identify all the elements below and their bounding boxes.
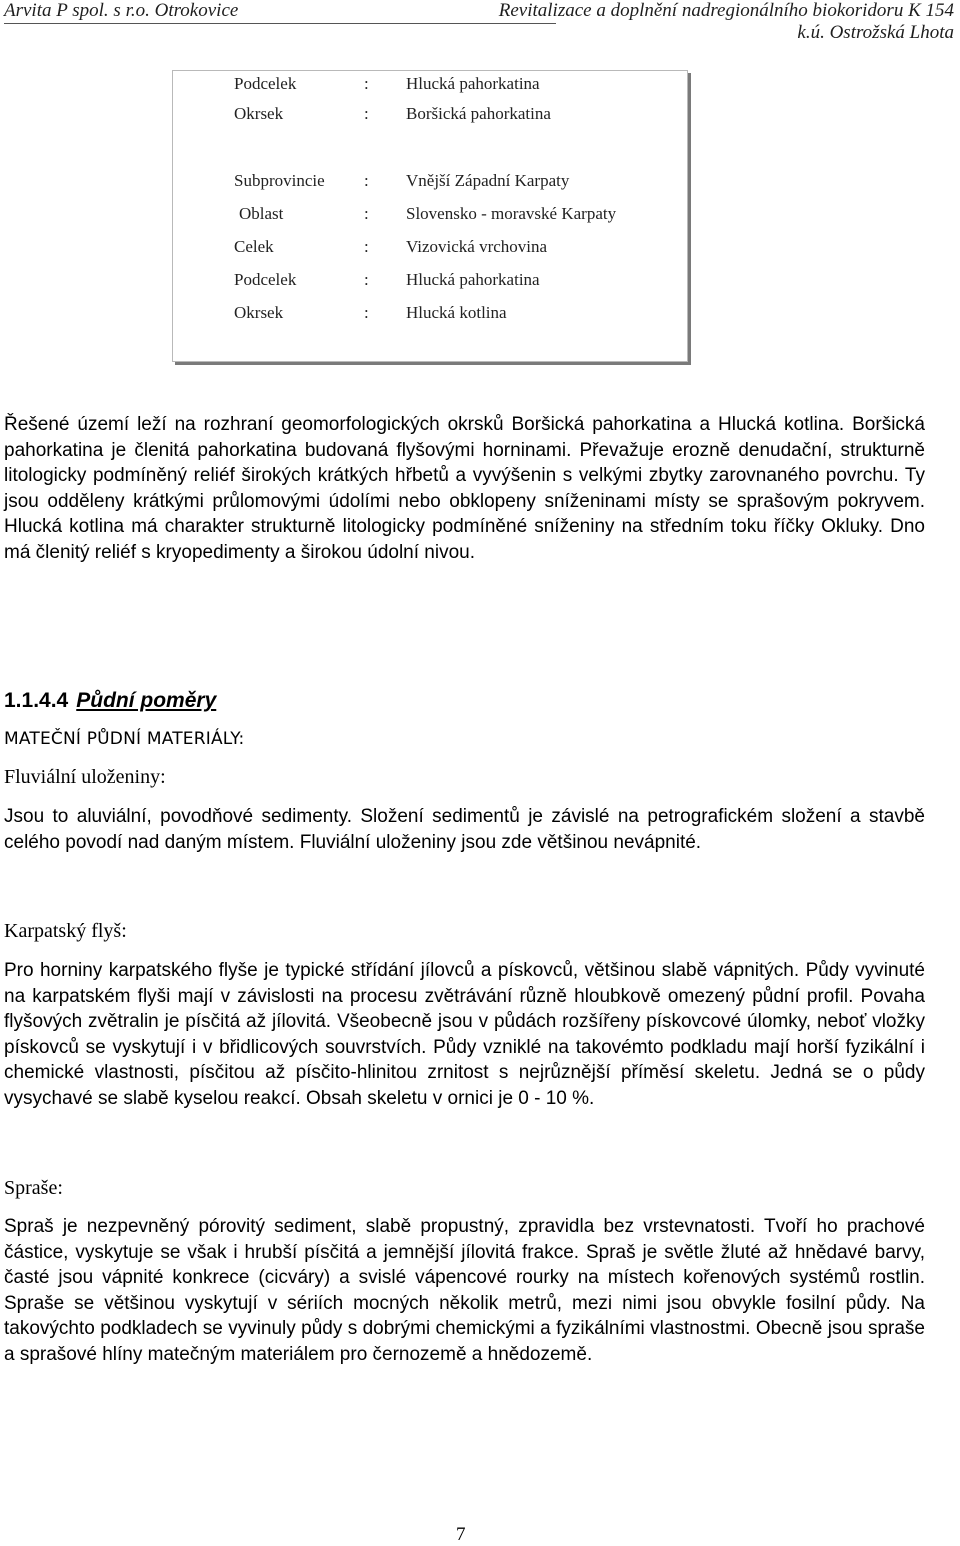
page-number: 7	[456, 1524, 466, 1545]
geo-key: Podcelek	[234, 270, 297, 289]
geo-value: Vizovická vrchovina	[406, 237, 548, 256]
geo-row	[173, 269, 687, 291]
section-subcaption: MATEČNÍ PŮDNÍ MATERIÁLY:	[4, 729, 245, 749]
header-project-location: k.ú. Ostrožská Lhota	[797, 22, 954, 43]
flysch-label: Karpatský flyš:	[4, 920, 127, 942]
geo-value: Hlucká pahorkatina	[406, 74, 540, 93]
geo-sep: :	[364, 74, 369, 93]
geomorphology-box	[172, 70, 688, 362]
geo-row	[173, 302, 687, 324]
geo-sep: :	[364, 104, 369, 123]
fluvial-paragraph: Jsou to aluviální, povodňové sedimenty. Složení sedimentů je závislé na petrografickém složení a stavbě celého povodí nad daným místem. Fluviální uloženiny jsou zde většinou nevápnité.	[4, 806, 925, 853]
geo-value: Slovensko - moravské Karpaty	[406, 204, 617, 223]
geo-sep: :	[364, 204, 369, 223]
flysch-paragraph: Pro horniny karpatského flyše je typické střídání jílovců a pískovců, většinou slabě vápnitých. Půdy vyvinuté na karpatském flyši mají v závislosti na procesu zvětrávání různě hloubkově omezený půdní profil. Povaha flyšových zvětralin je písčitá až jílovitá. Všeobecně jsou v půdách rozšířeny pískovcové úlomky, neboť vložky pískovců se vyskytují i v břidlicových souvrstvích. Půdy vzniklé na takovémto podkladu mají horší fyzikální i chemické vlastnosti, písčitou až písčito-hlinitou zrnitost s nejrůznější příměsí skeletu. Jedná se o půdy vysychavé se slabě kyselou reakcí. Obsah skeletu v ornici je 0 - 10 %.	[4, 960, 925, 1109]
geo-key: Subprovincie	[234, 171, 325, 190]
geo-row	[173, 203, 687, 225]
geo-row	[173, 103, 687, 125]
geo-key: Okrsek	[234, 303, 284, 322]
section-number: 1.1.4.4	[4, 689, 69, 712]
geo-row	[173, 236, 687, 258]
geo-sep: :	[364, 237, 369, 256]
geo-row	[173, 73, 687, 95]
header-project	[499, 0, 954, 44]
geo-value: Vnější Západní Karpaty	[406, 171, 570, 190]
loess-label: Spraše:	[4, 1177, 63, 1199]
intro-paragraph: Řešené území leží na rozhraní geomorfologických okrsků Boršická pahorkatina a Hlucká kotlina. Boršická pahorkatina je členitá pahorkatina budovaná flyšovými horninami. Převažuje erozně denudační, strukturně litologicky podmíněný reliéf širokých krátkých hřbetů a vyvýšenin s velkými zbytky zarovnaného povrchu. Ty jsou odděleny krátkými průlomovými údolími nebo obklopeny sníženinami místy se sprašovým pokryvem. Hlucká kotlina má charakter strukturně litologicky podmíněné sníženiny na středním toku říčky Okluky. Dno má členitý reliéf s kryopedimenty a širokou údolní nivou.	[4, 414, 925, 563]
geo-value: Boršická pahorkatina	[406, 104, 551, 123]
geo-value: Hlucká pahorkatina	[406, 270, 540, 289]
geo-sep: :	[364, 171, 369, 190]
fluvial-label: Fluviální uloženiny:	[4, 766, 166, 788]
geo-key: Okrsek	[234, 104, 284, 123]
geo-sep: :	[364, 270, 369, 289]
geo-key: Oblast	[239, 204, 284, 223]
geo-value: Hlucká kotlina	[406, 303, 507, 322]
header-company: Arvita P spol. s r.o. Otrokovice	[4, 0, 239, 21]
geo-sep: :	[364, 303, 369, 322]
header-project-title: Revitalizace a doplnění nadregionálního biokoridoru K 154	[498, 0, 954, 21]
header-rule	[4, 23, 556, 24]
section-title: Půdní poměry	[76, 689, 217, 712]
section-heading	[4, 688, 216, 714]
geo-row	[173, 170, 687, 192]
geo-key: Celek	[234, 237, 274, 256]
geo-key: Podcelek	[234, 74, 297, 93]
loess-paragraph: Spraš je nezpevněný pórovitý sediment, slabě propustný, zpravidla bez vrstevnatosti. Tvoří ho prachové částice, vyskytuje se však i hrubší písčitá a jemnější jílovitá frakce. Spraš je světle žluté až hnědavé barvy, časté jsou vápnité konkrece (cicváry) a svislé vápencové rourky na místech kořenových systémů rostlin. Spraše se většinou vyskytují v sériích mocných několik metrů, mezi nimi jsou obvykle fosilní půdy. Na takovýchto podkladech se vyvinuly půdy s dobrými chemickými a fyzikálními vlastnostmi. Obecně jsou spraše a sprašové hlíny matečným materiálem pro černozemě a hnědozemě.	[4, 1216, 925, 1365]
